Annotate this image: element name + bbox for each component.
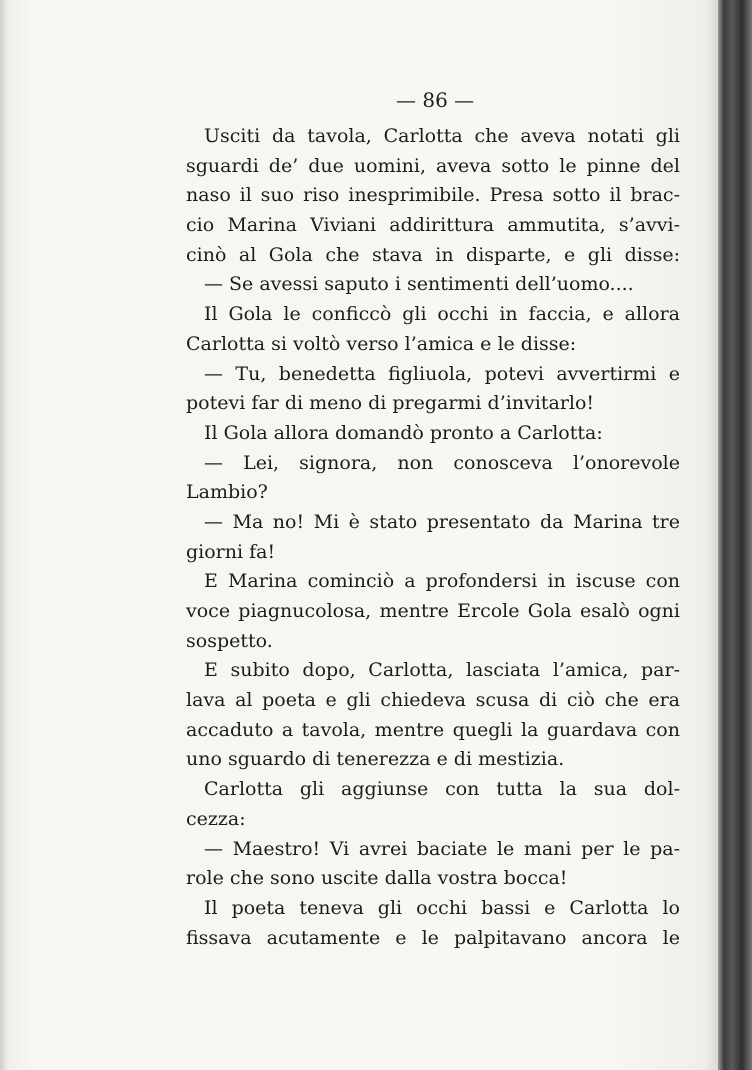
page-left-edge	[0, 0, 8, 1070]
text-line: E subito dopo, Carlotta, lasciata l’amica, par-	[204, 659, 680, 682]
text-line: voce piagnucolosa, mentre Ercole Gola esalò ogni	[186, 600, 680, 622]
text-line: Il poeta teneva gli occhi bassi e Carlotta lo	[204, 896, 680, 919]
text-line: fissava acutamente e le palpitavano ancora le	[186, 926, 680, 949]
text-line: — Ma no! Mi è stato presentato da Marina tre	[204, 510, 680, 533]
text-line: cio Marina Viviani addirittura ammutita, s’avvi-	[186, 214, 680, 237]
text-line: — Lei, signora, non conosceva l’onorevole	[204, 451, 680, 474]
text-line: uno sguardo di tenerezza e di mestizia.	[186, 748, 565, 771]
text-line: — Maestro! Vi avrei baciate le mani per le pa-	[204, 837, 680, 860]
page-number: — 86 —	[396, 88, 475, 112]
text-line: Carlotta si voltò verso l’amica e le disse:	[186, 332, 577, 355]
text-line: cezza:	[186, 807, 246, 830]
text-line: Il Gola le conficcò gli occhi in faccia, e allora	[204, 303, 680, 326]
text-line: giorni fa!	[186, 540, 276, 563]
text-line: Il Gola allora domandò pronto a Carlotta:	[204, 421, 603, 444]
text-line: cinò al Gola che stava in disparte, e gli disse:	[186, 243, 680, 266]
text-line: accaduto a tavola, mentre quegli la guardava con	[186, 718, 680, 741]
text-line: sospetto.	[186, 629, 273, 652]
text-line: — Tu, benedetta figliuola, potevi avvertirmi e	[204, 362, 680, 385]
text-line: lava al poeta e gli chiedeva scusa di ciò che era	[186, 689, 680, 712]
text-line: Lambio?	[186, 481, 268, 504]
text-line: Usciti da tavola, Carlotta che aveva notati gli	[204, 125, 680, 147]
text-line: potevi far di meno di pregarmi d’invitarlo!	[186, 392, 595, 415]
text-line: role che sono uscite dalla vostra bocca!	[186, 867, 568, 890]
text-line: — Se avessi saputo i sentimenti dell’uomo....	[204, 273, 634, 296]
body-text	[186, 122, 680, 953]
text-line: naso il suo riso inesprimibile. Presa sotto il brac-	[186, 184, 680, 207]
text-line: Carlotta gli aggiunse con tutta la sua dol-	[204, 778, 680, 801]
text-line: sguardi de’ due uomini, aveva sotto le pinne del	[186, 154, 680, 177]
text-line: E Marina cominciò a profondersi in iscuse con	[204, 570, 680, 593]
book-spine-edge	[718, 0, 752, 1070]
